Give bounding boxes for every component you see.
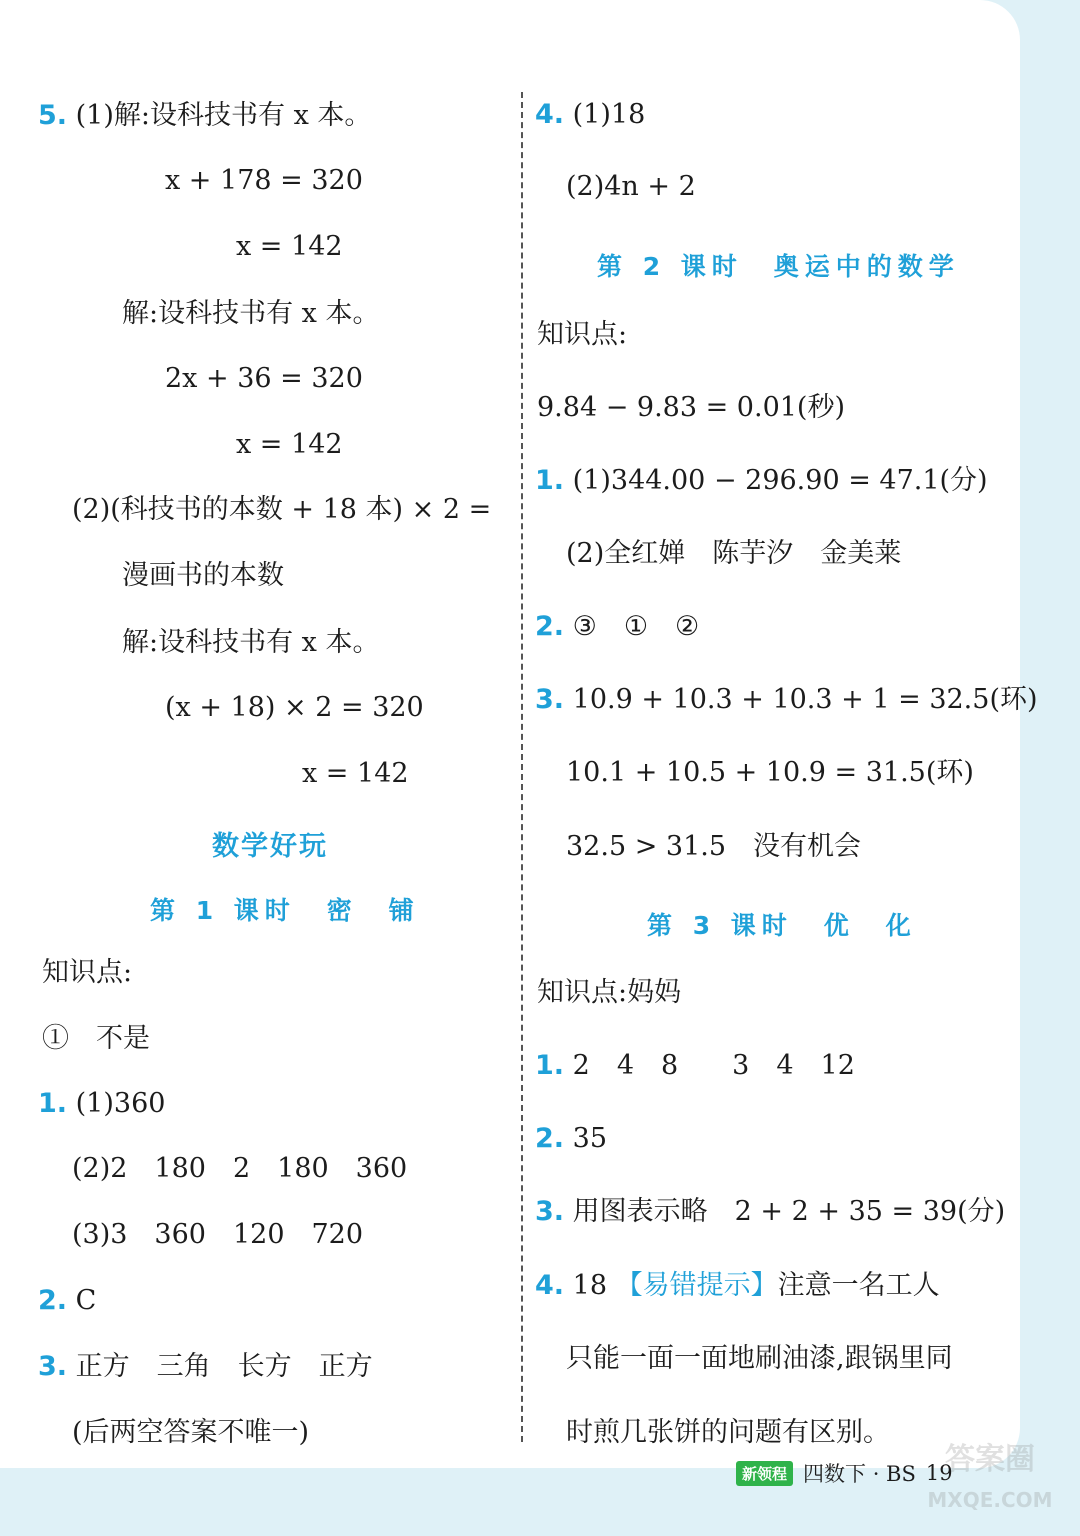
knowledge-answer: 9.84 − 9.83 = 0.01(秒) [537,392,845,423]
equation: (x + 18) × 2 = 320 [165,692,424,723]
equation: x = 142 [236,429,343,460]
question-number: 2. [535,1123,565,1154]
question-number: 4. [535,1270,565,1301]
solution-line: 解:设科技书有 x 本。 [122,627,380,658]
left-q2: 2. C [38,1285,97,1316]
question-number: 3. [38,1351,68,1382]
error-tip-label: 【易错提示】 [615,1270,778,1301]
question-number: 2. [38,1285,68,1316]
solution-line: 解:设科技书有 x 本。 [122,298,380,329]
brand-badge: 新领程 [736,1461,793,1486]
answer-line: 32.5 > 31.5 没有机会 [566,831,862,862]
lesson-title: 第 1 课时 密 铺 [150,896,420,925]
left-q1-line1: 1. (1)360 [38,1088,166,1119]
section-title: 数学好玩 [212,831,328,862]
equation: x + 178 = 320 [165,165,363,196]
subject-label: 四数下 · BS [803,1462,916,1486]
knowledge-answer: ① 不是 [42,1023,150,1054]
answer-line: (2)2 180 2 180 360 [72,1153,408,1184]
answer-line: 时煎几张饼的问题有区别。 [566,1417,890,1448]
question-number: 1. [535,1050,565,1081]
lesson-title: 第 3 课时 优 化 [647,911,917,940]
lesson-title: 第 2 课时 奥运中的数学 [597,252,960,281]
right-s2: 2. 35 [535,1123,607,1154]
question-number: 3. [535,1196,565,1227]
question-number: 3. [535,684,565,715]
answer-line: 漫画书的本数 [122,560,284,591]
column-divider [521,92,523,1442]
right-q4-line1: 4. (1)18 [535,99,646,130]
right-q1-line1: 1. (1)344.00 − 296.90 = 47.1(分) [535,465,988,496]
right-s4-line1: 4. 18 【易错提示】注意一名工人 [535,1270,940,1301]
right-s3: 3. 用图表示略 2 + 2 + 35 = 39(分) [535,1196,1006,1227]
left-q5-line1: 5. (1)解:设科技书有 x 本。 [38,100,372,131]
answer-line: (2)全红婵 陈芋汐 金美莱 [566,538,902,569]
equation: x = 142 [302,758,409,789]
equation: 2x + 36 = 320 [165,363,363,394]
knowledge-label: 知识点: [537,319,628,350]
right-q3-line1: 3. 10.9 + 10.3 + 10.3 + 1 = 32.5(环) [535,684,1038,715]
answer-line: 10.1 + 10.5 + 10.9 = 31.5(环) [566,757,974,788]
right-s1: 1. 2 4 8 3 4 12 [535,1050,855,1081]
answer-line: (2)4n + 2 [566,171,696,202]
answer-note: (后两空答案不唯一) [72,1417,310,1448]
question-number: 5. [38,100,68,131]
knowledge-line: 知识点:妈妈 [537,977,682,1008]
question-number: 1. [535,465,565,496]
watermark-logo: 答案圈 MXQE.COM [927,1442,1053,1512]
right-q2: 2. ③ ① ② [535,611,700,642]
knowledge-label: 知识点: [42,957,133,988]
question-number: 1. [38,1088,68,1119]
answer-line: (2)(科技书的本数 + 18 本) × 2 = [72,494,492,525]
answer-line: 只能一面一面地刷油漆,跟锅里同 [566,1343,953,1374]
page-number: 19 [925,1461,953,1485]
left-q3: 3. 正方 三角 长方 正方 [38,1351,373,1382]
answer-line: (3)3 360 120 720 [72,1219,364,1250]
question-number: 2. [535,611,565,642]
equation: x = 142 [236,231,343,262]
question-number: 4. [535,99,565,130]
